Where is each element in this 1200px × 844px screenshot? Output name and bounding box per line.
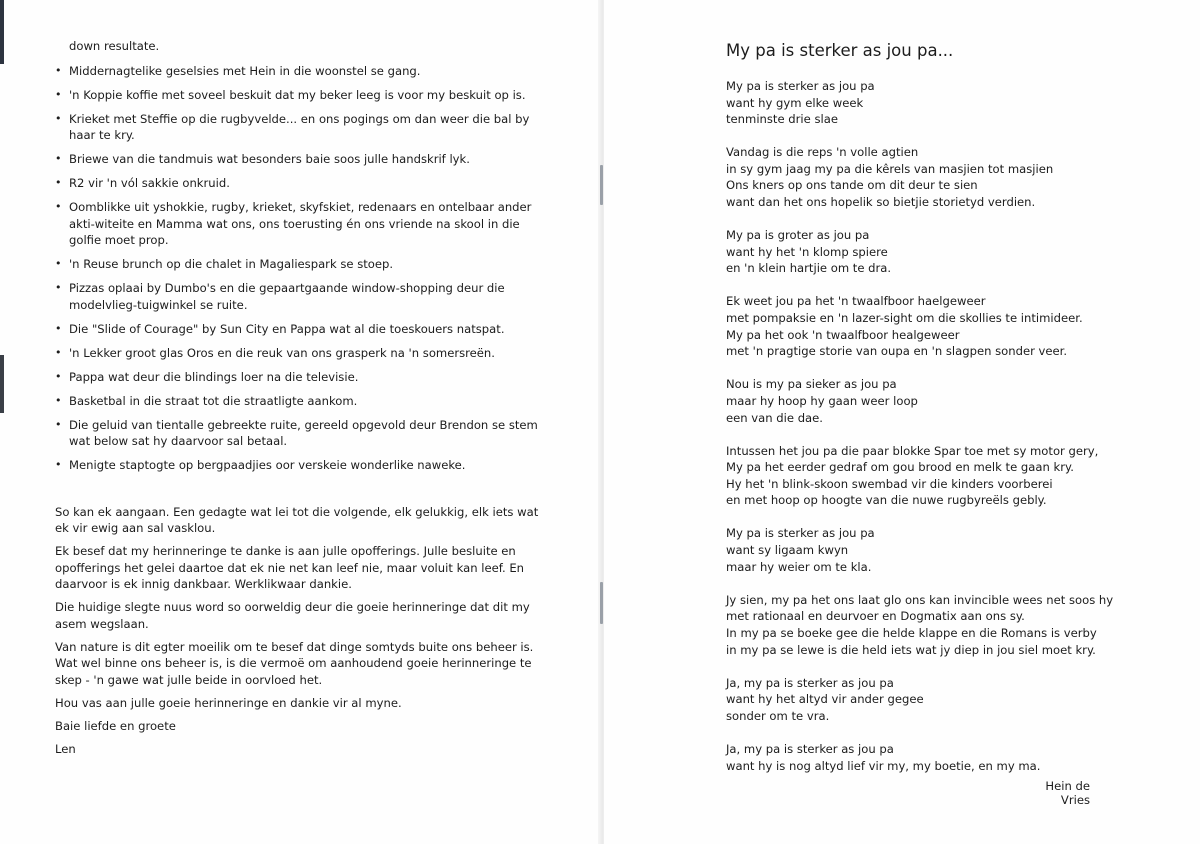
staple — [600, 165, 603, 205]
stanza — [726, 376, 1106, 426]
closing-section — [55, 504, 555, 758]
poem-title: My pa is sterker as jou pa... — [726, 41, 954, 60]
list-item: • 'n Lekker groot glas Oros en die reuk van ons grasperk na 'n somersreën. — [55, 345, 555, 362]
poem — [726, 40, 1114, 791]
stanza — [726, 443, 1106, 509]
list-item: • Pappa wat deur die blindings loer na die televisie. — [55, 369, 555, 386]
poem-line: tenminste drie slae — [726, 112, 838, 127]
list-item: • Basketbal in die straat tot die straatligte aankom. — [55, 393, 555, 410]
poem-line: want hy het 'n klomp spiere — [726, 244, 888, 259]
poem-line: My pa is sterker as jou pa — [726, 79, 875, 93]
stanza — [726, 144, 1106, 210]
paragraph: So kan ek aangaan. Een gedagte wat lei tot die volgende, elk gelukkig, elk iets wat ek vir ewig aan sal vasklou. — [55, 504, 539, 535]
poem-line: My pa het eerder gedraf om gou brood en melk te gaan kry. — [726, 460, 1074, 475]
stanza — [726, 525, 1106, 575]
list-item: • Die "Slide of Courage" by Sun City en Pappa wat al die toeskouers natspat. — [55, 321, 555, 338]
list-item: • 'n Reuse brunch op die chalet in Magaliespark se stoep. — [55, 256, 555, 273]
poem-author: Hein de Vries — [1045, 779, 1090, 807]
edge-mark — [0, 0, 4, 64]
stanza — [726, 741, 1106, 774]
stanza — [726, 293, 1106, 359]
poem-line: in my pa se lewe is die held iets wat jy diep in jou siel moet kry. — [726, 642, 1096, 657]
poem-line: Vandag is die reps 'n volle agtien — [726, 145, 919, 160]
paragraph: Ek besef dat my herinneringe te danke is aan julle opofferings. Julle besluite en opofferings het gelei daartoe dat ek nie net kan leef nie, maar voluit kan leef. En daarvoor is ek innig dankbaar. Werklikwaar dankie. — [55, 544, 524, 591]
list-item: • Oomblikke uit yshokkie, rugby, krieket, skyfskiet, redenaars en ontelbaar ander akti-witeite en Mamma wat ons, ons toerusting én ons vriende na skool in die golfie moet prop. — [55, 199, 555, 249]
edge-mark — [0, 355, 4, 413]
list-item: • Krieket met Steffie op die rugbyvelde... en ons pogings om dan weer die bal by haar te kry. — [55, 111, 555, 144]
poem-line: Jy sien, my pa het ons laat glo ons kan invincible wees net soos hy — [726, 592, 1114, 607]
poem-line: want sy ligaam kwyn — [726, 543, 849, 558]
poem-line: My pa het ook 'n twaalfboor healgeweer — [726, 327, 960, 342]
paragraph: Van nature is dit egter moeilik om te besef dat dinge somtyds buite ons beheer is. Wat wel binne ons beheer is, is die vermoë om aanhoudend goeie herinneringe te skep - 'n gawe wat julle beide in oorvloed het. — [55, 639, 534, 687]
poem-line: maar hy hoop hy gaan weer loop — [726, 393, 918, 408]
poem-line: want hy gym elke week — [726, 95, 864, 110]
poem-line: en 'n klein hartjie om te dra. — [726, 261, 892, 276]
poem-line: Ek weet jou pa het 'n twaalfboor haelgeweer — [726, 294, 986, 309]
poem-line: maar hy weier om te kla. — [726, 559, 872, 574]
poem-line: Intussen het jou pa die paar blokke Spar toe met sy motor gery, — [726, 443, 1099, 458]
list-item: • Menigte staptogte op bergpaadjies oor verskeie wonderlike naweke. — [55, 457, 555, 474]
continued-text: down resultate. — [69, 39, 160, 53]
poem-line: My pa is groter as jou pa — [726, 228, 870, 243]
signature-name: Len — [55, 741, 76, 756]
list-item: • 'n Koppie koffie met soveel beskuit dat my beker leeg is voor my beskuit op is. — [55, 87, 555, 104]
poem-line: met rationaal en deurvoer en Dogmatix aan ons sy. — [726, 609, 1025, 624]
poem-line: een van die dae. — [726, 410, 823, 425]
poem-line: Nou is my pa sieker as jou pa — [726, 377, 897, 392]
poem-line: In my pa se boeke gee die helde klappe en die Romans is verby — [726, 625, 1097, 640]
list-item: • Die geluid van tientalle gebreekte ruite, gereeld opgevold deur Brendon se stem wat below sat hy daarvoor sal betaal. — [55, 417, 555, 450]
stanza — [726, 675, 1106, 725]
list-item: • Middernagtelike geselsies met Hein in die woonstel se gang. — [55, 63, 555, 80]
poem-line: met 'n pragtige storie van oupa en 'n slagpen sonder veer. — [726, 344, 1068, 359]
poem-line: Ja, my pa is sterker as jou pa — [726, 741, 894, 756]
poem-line: in sy gym jaag my pa die kêrels van masjien tot masjien — [726, 161, 1054, 176]
paragraph: Hou vas aan julle goeie herinneringe en dankie vir al myne. — [55, 695, 402, 710]
list-item: • Pizzas oplaai by Dumbo's en die gepaartgaande window-shopping deur die modelvlieg-tuigwinkel se ruite. — [55, 280, 555, 313]
staple — [600, 582, 603, 624]
poem-line: want hy het altyd vir ander gegee — [726, 692, 924, 707]
poem-line: met pompaksie en 'n lazer-sight om die skollies te intimideer. — [726, 311, 1083, 326]
list-item: • Briewe van die tandmuis wat besonders baie soos julle handskrif lyk. — [55, 151, 555, 168]
poem-line: Ons kners op ons tande om dit deur te sien — [726, 178, 978, 193]
stanza — [726, 592, 1114, 658]
stanza — [726, 78, 1106, 128]
poem-line: en met hoop op hoogte van die nuwe rugbyreëls gebly. — [726, 493, 1047, 508]
paragraph: Die huidige slegte nuus word so oorweldig deur die goeie herinneringe dat dit my asem wegslaan. — [55, 600, 530, 631]
poem-line: want dan het ons hopelik so bietjie storietyd verdien. — [726, 195, 1036, 210]
greeting: Baie liefde en groete — [55, 718, 176, 733]
poem-line: Hy het 'n blink-skoon swembad vir die kinders voorberei — [726, 476, 1053, 491]
stanza — [726, 227, 1106, 277]
poem-line: Ja, my pa is sterker as jou pa — [726, 675, 894, 690]
list-item: • R2 vir 'n vól sakkie onkruid. — [55, 175, 555, 192]
left-column — [55, 38, 555, 764]
memories-list — [55, 63, 555, 474]
poem-line: My pa is sterker as jou pa — [726, 526, 875, 541]
poem-line: sonder om te vra. — [726, 708, 830, 723]
poem-line: want hy is nog altyd lief vir my, my boetie, en my ma. — [726, 758, 1041, 773]
